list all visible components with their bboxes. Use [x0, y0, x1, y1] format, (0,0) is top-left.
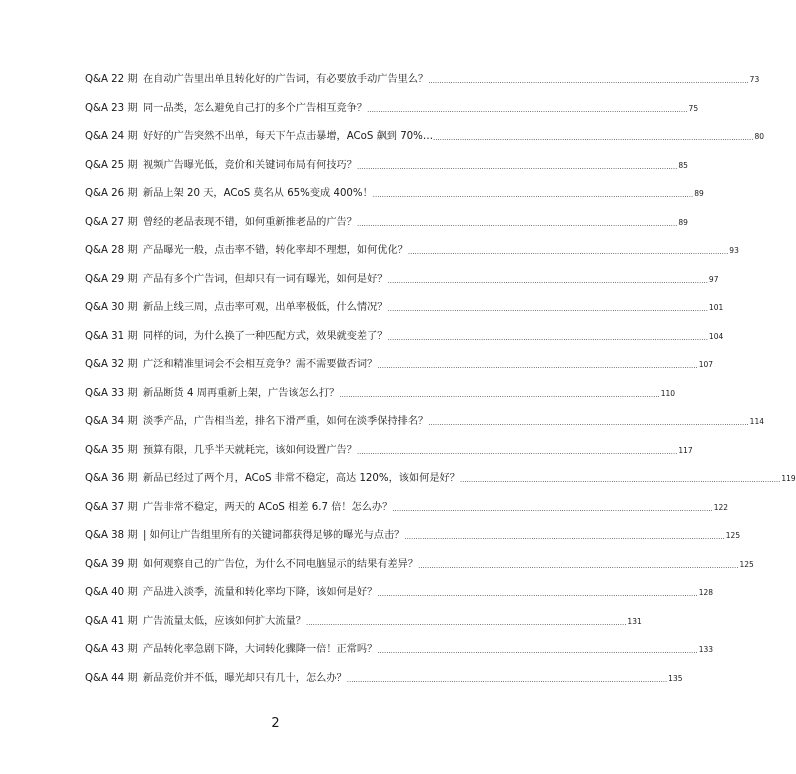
toc-entry[interactable] [85, 412, 764, 441]
toc-entry-page: 104 [708, 331, 724, 341]
toc-entry-title: 广告流量太低，应该如何扩大流量？ [143, 615, 306, 627]
toc-dot-leader [428, 412, 748, 433]
toc-entry[interactable] [85, 469, 796, 498]
table-of-contents [85, 70, 796, 697]
toc-entry-page: 101 [708, 303, 724, 312]
toc-entry[interactable] [85, 498, 729, 527]
toc-dot-leader [357, 441, 677, 462]
toc-dot-leader [388, 270, 708, 291]
toc-entry[interactable] [85, 298, 724, 327]
toc-dot-leader [306, 612, 626, 633]
toc-dot-leader [388, 327, 708, 348]
toc-entry-title: 同样的词，为什么换了一种匹配方式，效果就变差了？ [143, 330, 388, 342]
toc-entry-number: Q&A 23 期 [85, 102, 138, 114]
toc-entry-title: 好好的广告突然不出单，每天下午点击暴增，ACoS 飙到 70%… [143, 131, 434, 142]
toc-entry-title: | 如何让广告组里所有的关键词都获得足够的曝光与点击？ [143, 530, 405, 541]
toc-entry[interactable] [85, 270, 719, 299]
toc-dot-leader [392, 498, 712, 519]
toc-entry-page: 89 [694, 189, 704, 198]
toc-entry-title: 如何观察自己的广告位，为什么不同电脑显示的结果有差异？ [143, 558, 419, 570]
toc-entry-title: 新品竞价并不低，曝光却只有几十，怎么办？ [143, 672, 347, 684]
toc-entry-title: 产品转化率急剧下降，大词转化骤降一倍！正常吗？ [143, 644, 378, 655]
toc-entry-page: 80 [754, 132, 765, 141]
toc-entry-title: 新品已经过了两个月，ACoS 非常不稳定，高达 120%，该如何是好？ [143, 473, 460, 484]
toc-entry-page: 75 [688, 103, 699, 113]
toc-entry[interactable] [85, 241, 739, 270]
toc-entry-number: Q&A 36 期 [85, 473, 138, 484]
toc-entry-title: 曾经的老品表现不错，如何重新推老品的广告？ [143, 216, 357, 228]
toc-entry-page: 114 [749, 417, 764, 426]
toc-entry-page: 73 [749, 75, 760, 84]
toc-entry-title: 预算有限，几乎半天就耗完，该如何设置广告？ [143, 444, 357, 456]
toc-dot-leader [357, 156, 677, 177]
toc-entry[interactable] [85, 555, 754, 584]
toc-entry[interactable] [85, 184, 704, 213]
toc-entry-number: Q&A 29 期 [85, 273, 138, 285]
toc-entry-number: Q&A 32 期 [85, 359, 138, 370]
toc-dot-leader [428, 70, 748, 91]
toc-entry-page: 117 [678, 445, 693, 455]
toc-entry[interactable] [85, 99, 699, 128]
toc-entry-number: Q&A 25 期 [85, 159, 138, 171]
toc-entry-number: Q&A 43 期 [85, 644, 138, 655]
toc-entry-title: 广泛和精准里词会不会相互竞争？需不需要做否词？ [143, 359, 378, 370]
toc-entry-title: 产品进入淡季，流量和转化率均下降，该如何是好？ [143, 587, 378, 598]
toc-entry-number: Q&A 27 期 [85, 216, 138, 228]
toc-dot-leader [377, 355, 697, 376]
toc-entry-title: 产品有多个广告词，但却只有一词有曝光，如何是好？ [143, 273, 388, 285]
toc-entry-number: Q&A 24 期 [85, 131, 138, 142]
toc-entry-page: 133 [698, 645, 714, 654]
toc-entry-number: Q&A 44 期 [85, 672, 138, 684]
toc-dot-leader [408, 241, 728, 262]
toc-dot-leader [433, 127, 753, 148]
toc-entry-page: 119 [781, 474, 796, 483]
toc-entry-page: 128 [698, 588, 714, 597]
toc-dot-leader [388, 298, 708, 319]
toc-entry-number: Q&A 33 期 [85, 387, 138, 399]
toc-entry-page: 89 [678, 217, 688, 227]
toc-dot-leader [377, 640, 697, 661]
toc-entry-number: Q&A 37 期 [85, 501, 138, 513]
page-number: 2 [271, 716, 280, 731]
toc-dot-leader [367, 99, 687, 120]
toc-dot-leader [357, 213, 677, 234]
toc-entry-number: Q&A 39 期 [85, 558, 138, 570]
toc-entry-number: Q&A 38 期 [85, 530, 138, 541]
toc-entry-title: 产品曝光一般，点击率不错，转化率却不理想，如何优化？ [143, 245, 408, 256]
toc-entry-title: 广告非常不稳定，两天的 ACoS 相差 6.7 倍！怎么办？ [143, 501, 393, 513]
toc-dot-leader [347, 669, 667, 690]
toc-entry-page: 131 [627, 616, 642, 626]
toc-entry[interactable] [85, 526, 741, 555]
toc-entry-page: 110 [660, 388, 676, 398]
toc-dot-leader [460, 469, 780, 490]
toc-entry-title: 淡季产品，广告相当差，排名下滑严重，如何在淡季保持排名？ [143, 416, 429, 427]
toc-entry-number: Q&A 40 期 [85, 587, 138, 598]
toc-entry-number: Q&A 28 期 [85, 245, 138, 256]
toc-entry[interactable] [85, 355, 714, 384]
toc-entry[interactable] [85, 70, 760, 99]
toc-entry-page: 97 [708, 274, 719, 284]
toc-dot-leader [373, 184, 693, 205]
toc-entry-page: 125 [739, 559, 754, 569]
toc-dot-leader [404, 526, 724, 547]
toc-entry[interactable] [85, 327, 724, 356]
toc-entry-number: Q&A 22 期 [85, 74, 138, 85]
toc-entry[interactable] [85, 441, 693, 470]
toc-entry[interactable] [85, 612, 642, 641]
toc-entry[interactable] [85, 583, 714, 612]
toc-entry-title: 在自动广告里出单且转化好的广告词，有必要放手动广告里么？ [143, 74, 429, 85]
toc-entry[interactable] [85, 384, 676, 413]
toc-entry-title: 同一品类，怎么避免自己打的多个广告相互竞争？ [143, 102, 368, 114]
toc-dot-leader [377, 583, 697, 604]
toc-dot-leader [339, 384, 659, 405]
toc-entry-page: 107 [698, 360, 714, 369]
toc-entry-title: 新品上线三周，点击率可观，出单率极低，什么情况？ [143, 302, 388, 313]
toc-entry-page: 125 [725, 531, 741, 540]
toc-entry-page: 122 [713, 502, 729, 512]
toc-entry-number: Q&A 34 期 [85, 416, 138, 427]
toc-entry[interactable] [85, 156, 688, 185]
toc-entry-page: 93 [729, 246, 739, 255]
toc-entry[interactable] [85, 213, 688, 242]
toc-entry-title: 视频广告曝光低，竞价和关键词布局有何技巧？ [143, 159, 357, 171]
toc-entry[interactable] [85, 669, 683, 698]
toc-entry-page: 85 [678, 160, 688, 170]
toc-entry-title: 新品上架 20 天，ACoS 莫名从 65%变成 400%！ [143, 188, 373, 199]
toc-entry-number: Q&A 41 期 [85, 615, 138, 627]
toc-entry-page: 135 [668, 673, 683, 683]
toc-entry[interactable] [85, 127, 765, 156]
toc-entry-number: Q&A 30 期 [85, 302, 138, 313]
toc-entry[interactable] [85, 640, 714, 669]
toc-entry-number: Q&A 31 期 [85, 330, 138, 342]
toc-dot-leader [418, 555, 738, 576]
toc-entry-number: Q&A 35 期 [85, 444, 138, 456]
toc-entry-number: Q&A 26 期 [85, 188, 138, 199]
toc-entry-title: 新品断货 4 周再重新上架，广告该怎么打？ [143, 387, 340, 399]
